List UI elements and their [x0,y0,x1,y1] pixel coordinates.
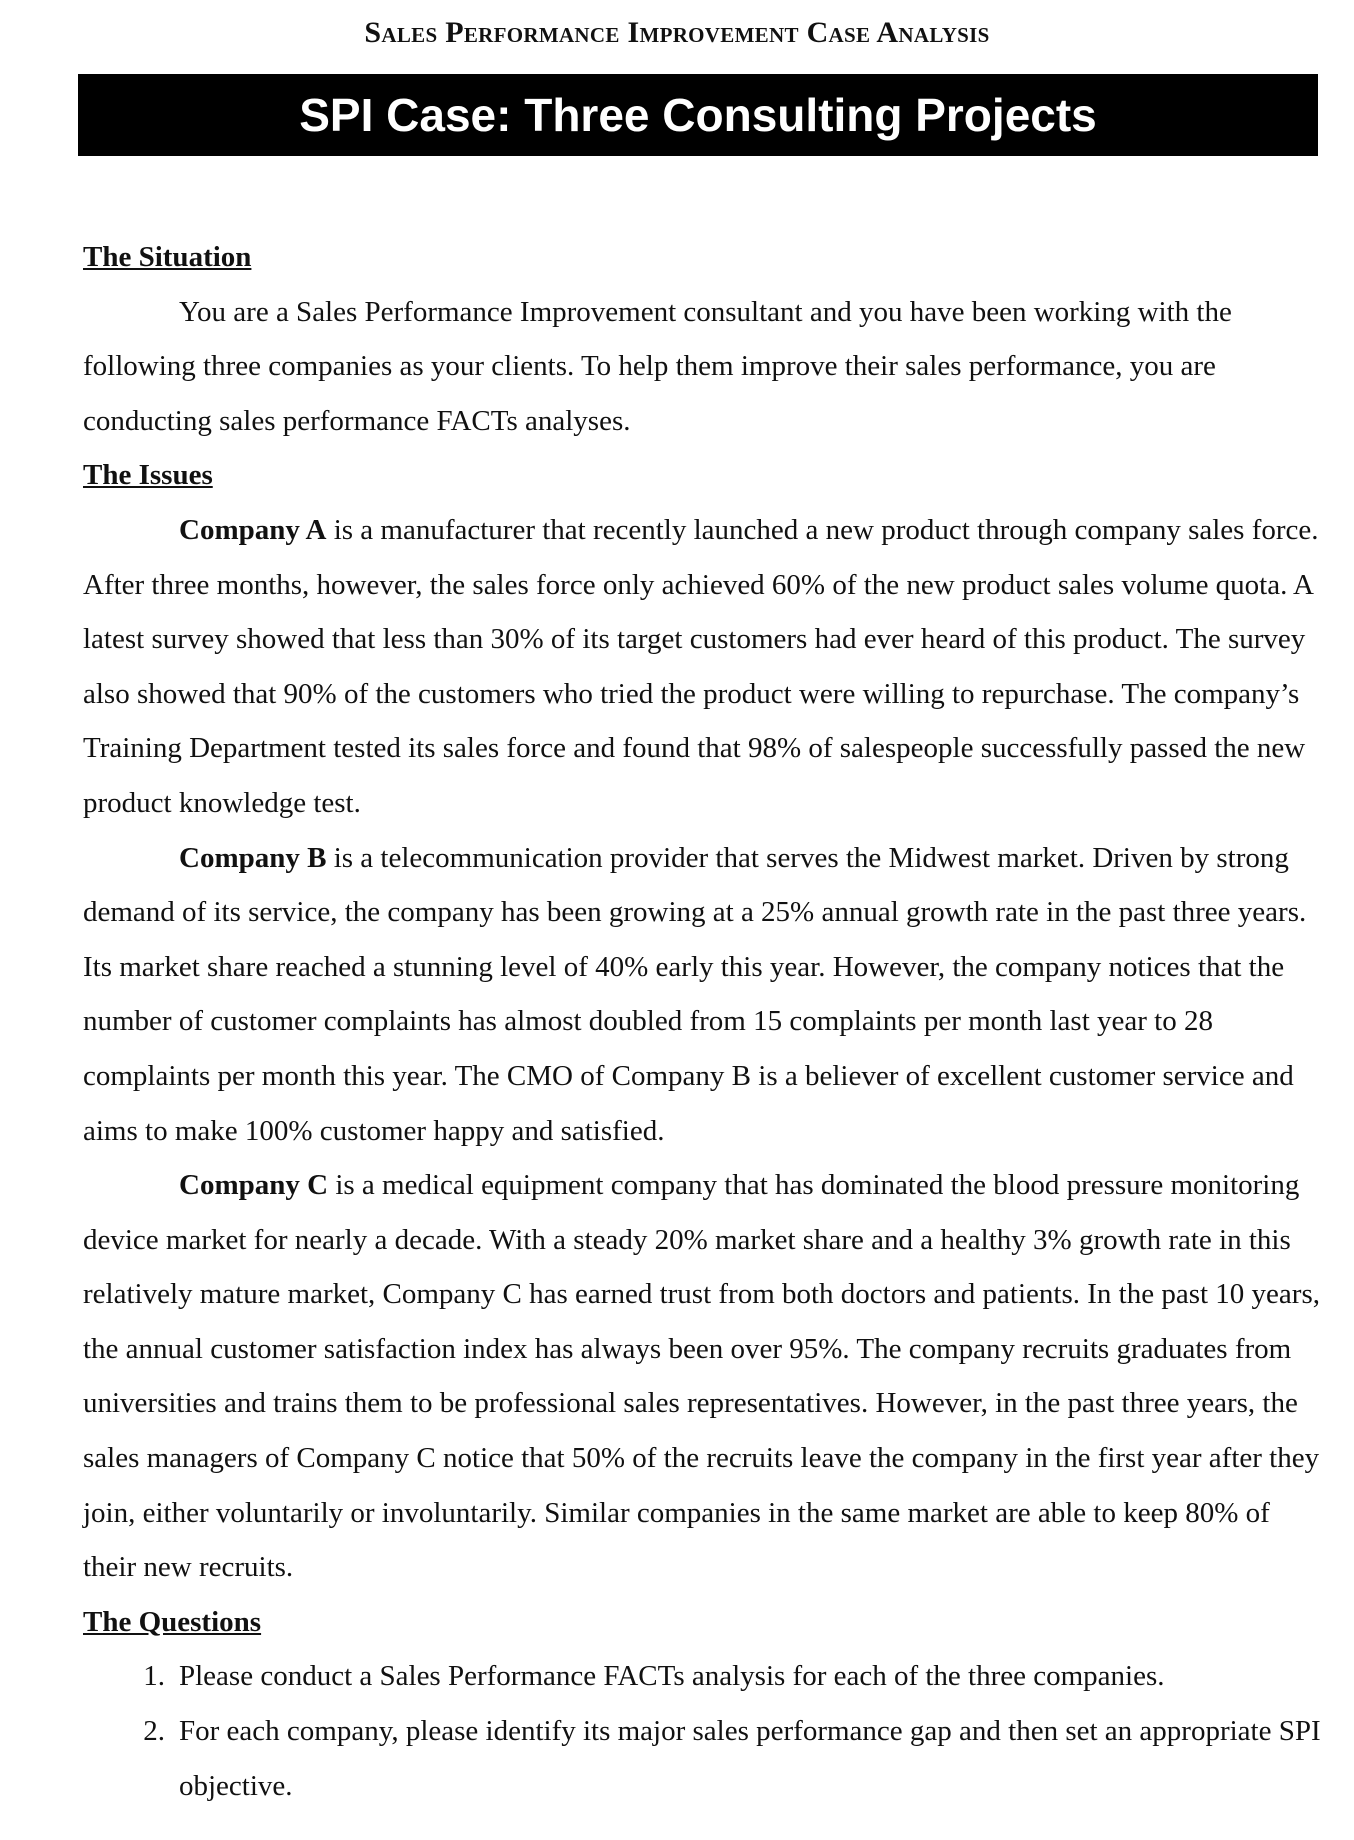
question-text: Please conduct a Sales Performance FACTs analysis for each of the three companies. [179,1660,1165,1693]
company-c-paragraph [83,1158,1323,1595]
company-c-text: is a medical equipment company that has dominated the blood pressure monitoring device market for nearly a decade. With a steady 20% market share and a healthy 3% growth rate in this relatively mature market, Company C has earned trust from both doctors and patients. In the past 10 years, the annual customer satisfaction index has always been over 95%. The company recruits graduates from universities and trains them to be professional sales representatives. However, in the past three years, the sales managers of Company C notice that 50% of the recruits leave the company in the first year after they join, either voluntarily or involuntarily. Similar companies in the same market are able to keep 80% of their new recruits. [83,1169,1320,1584]
question-item [83,1649,1323,1704]
question-list [83,1649,1323,1813]
company-b-name: Company B [179,841,327,874]
situation-paragraph: You are a Sales Performance Improvement consultant and you have been working with the following three companies as your clients. To help them improve their sales performance, you are conducting sales performance FACTs analyses. [83,295,1232,437]
company-c-name: Company C [179,1169,329,1202]
page-title: SPI Case: Three Consulting Projects [299,89,1097,141]
company-a-name: Company A [179,513,327,546]
company-a-paragraph [83,503,1323,831]
company-a-text: is a manufacturer that recently launched a new product through company sales force. After three months, however, the sales force only achieved 60% of the new product sales volume quota. A latest survey showed that less than 30% of its target customers had ever heard of this product. The survey also showed that 90% of the customers who tried the product were willing to repurchase. The company’s Training Department tested its sales force and found that 98% of salespeople successfully passed the new product knowledge test. [83,513,1319,819]
question-item [83,1704,1323,1813]
question-number: 1. [143,1660,165,1693]
question-number: 2. [143,1715,165,1748]
situation-heading: The Situation [83,241,252,273]
question-text: For each company, please identify its major sales performance gap and then set an appropriate SPI objective. [179,1715,1321,1802]
title-banner [78,74,1318,156]
document-header: Sales Performance Improvement Case Analysis [364,16,990,49]
questions-heading: The Questions [83,1605,262,1638]
document-body [83,230,1323,1813]
issues-heading: The Issues [83,459,213,492]
company-b-paragraph [83,831,1323,1159]
company-b-text: is a telecommunication provider that serves the Midwest market. Driven by strong demand of its service, the company has been growing at a 25% annual growth rate in the past three years. Its market share reached a stunning level of 40% early this year. However, the company notices that the number of customer complaints has almost doubled from 15 complaints per month last year to 28 complaints per month this year. The CMO of Company B is a believer of excellent customer service and aims to make 100% customer happy and satisfied. [83,841,1307,1147]
